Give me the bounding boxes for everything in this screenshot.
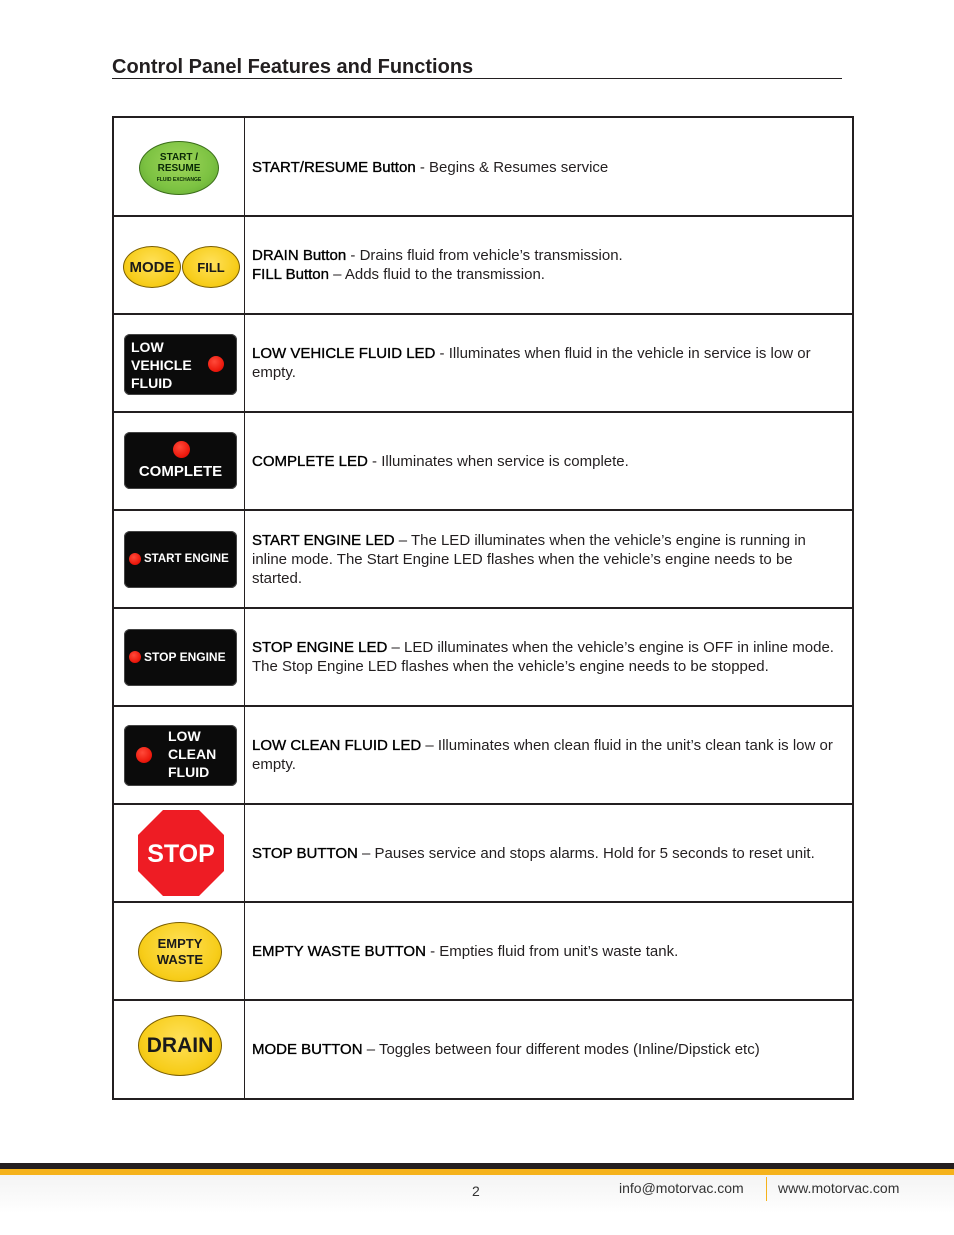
- feature-name: FILL Button: [252, 266, 329, 283]
- row-description: [246, 805, 852, 901]
- feature-text: The LED illuminates when the vehicle’s engine is running in inline mode. The Start Engine LED flashes when the vehicle’s engine needs to be started.: [252, 531, 806, 587]
- feature-text: Empties fluid from unit’s waste tank.: [439, 942, 679, 960]
- separator: –: [394, 531, 411, 549]
- feature-text: Illuminates when clean fluid in the unit’s clean tank is low or empty.: [252, 737, 833, 773]
- page-number: 2: [472, 1183, 480, 1199]
- icon-label: STOP ENGINE: [144, 650, 226, 664]
- led-panel: [124, 334, 237, 395]
- page-title: Control Panel Features and Functions: [112, 56, 842, 79]
- feature-text: Pauses service and stops alarms. Hold for 5 seconds to reset unit.: [374, 844, 815, 862]
- feature-text: Adds fluid to the transmission.: [344, 266, 545, 283]
- feature-text: Toggles between four different modes (Inline/Dipstick etc): [378, 1041, 760, 1058]
- feature-name: DRAIN Button: [252, 247, 347, 264]
- icon-label: START /: [159, 152, 199, 163]
- table-row: [114, 999, 852, 1098]
- icon-label: VEHICLE: [131, 357, 192, 373]
- footer-email-link[interactable]: info@motorvac.com: [619, 1180, 744, 1196]
- separator: –: [329, 266, 345, 283]
- feature-name: START/RESUME Button: [252, 158, 416, 176]
- low-vehicle-fluid-led-icon: [114, 315, 245, 411]
- separator: -: [435, 345, 449, 362]
- feature-name: LOW CLEAN FLUID LED: [252, 737, 422, 754]
- row-description: [246, 217, 852, 313]
- complete-led-icon: [114, 413, 245, 509]
- mode-button-icon: MODE: [123, 246, 181, 288]
- icon-label: CLEAN: [168, 746, 217, 762]
- row-description: [246, 1001, 852, 1098]
- red-led-icon: [129, 651, 141, 663]
- footer-website-link[interactable]: www.motorvac.com: [778, 1180, 900, 1196]
- icon-label: START ENGINE: [144, 553, 229, 565]
- row-description: [246, 707, 852, 803]
- row-description: [246, 903, 852, 999]
- drain-button-icon: [114, 1001, 245, 1098]
- table-row: [114, 411, 852, 509]
- feature-text: Begins & Resumes service: [429, 158, 609, 176]
- red-led-icon: [136, 747, 152, 763]
- led-panel: [124, 531, 237, 588]
- feature-text: LED illuminates when the vehicle’s engine is OFF in inline mode. The Stop Engine LED flashes when the vehicle’s engine needs to be stopped.: [252, 639, 834, 675]
- red-led-icon: [129, 553, 141, 565]
- icon-label: FLUID: [131, 375, 173, 391]
- empty-waste-oval: [138, 922, 222, 982]
- separator: –: [357, 844, 375, 862]
- table-row: [114, 313, 852, 411]
- row-description: [246, 511, 852, 607]
- table-row: [114, 509, 852, 607]
- footer-divider: [766, 1177, 767, 1201]
- red-led-icon: [173, 441, 190, 458]
- stop-sign-label: STOP: [147, 840, 215, 868]
- feature-text: Drains fluid from vehicle’s transmission.: [359, 247, 623, 264]
- drain-oval: DRAIN: [138, 1015, 222, 1076]
- icon-label: EMPTY: [157, 936, 203, 951]
- low-clean-fluid-led-icon: [114, 707, 245, 803]
- icon-label: FLUID: [168, 764, 210, 780]
- separator: –: [387, 639, 405, 656]
- mode-fill-buttons-icon: [114, 217, 245, 313]
- feature-name: COMPLETE LED: [252, 452, 368, 470]
- row-description: [246, 413, 852, 509]
- feature-name: LOW VEHICLE FLUID LED: [252, 345, 436, 362]
- separator: –: [421, 737, 438, 754]
- table-row: [114, 705, 852, 803]
- start-resume-button-icon: [114, 118, 245, 216]
- table-row: [114, 215, 852, 313]
- feature-name: START ENGINE LED: [252, 531, 395, 549]
- stop-button-icon: [114, 805, 245, 901]
- row-description: [246, 315, 852, 411]
- icon-label: COMPLETE: [138, 463, 223, 480]
- feature-name: STOP BUTTON: [252, 844, 358, 862]
- stop-engine-led-icon: [114, 609, 245, 705]
- separator: -: [415, 158, 430, 176]
- led-panel: [124, 725, 237, 786]
- stop-sign-icon: [138, 810, 224, 896]
- feature-text: Illuminates when fluid in the vehicle in service is low or empty.: [252, 345, 811, 381]
- table-row: [114, 901, 852, 999]
- icon-label: LOW: [168, 728, 201, 744]
- icon-label: RESUME: [157, 163, 201, 174]
- empty-waste-button-icon: [114, 903, 245, 999]
- row-description: [246, 118, 852, 216]
- icon-label: WASTE: [156, 952, 204, 967]
- separator: –: [362, 1041, 379, 1058]
- footer: [0, 1163, 954, 1235]
- led-panel: [124, 432, 237, 489]
- separator: -: [346, 247, 360, 264]
- table-row: [114, 118, 852, 216]
- icon-label: LOW: [131, 339, 164, 355]
- feature-text: Illuminates when service is complete.: [381, 452, 629, 470]
- separator: -: [425, 942, 440, 960]
- red-led-icon: [208, 356, 224, 372]
- table-row: [114, 803, 852, 901]
- feature-name: EMPTY WASTE BUTTON: [252, 942, 426, 960]
- feature-name: STOP ENGINE LED: [252, 639, 388, 656]
- start-resume-oval: [139, 141, 219, 195]
- fill-button-icon: FILL: [182, 246, 240, 288]
- icon-label: FLUID EXCHANGE: [156, 177, 202, 183]
- separator: -: [367, 452, 382, 470]
- table-row: [114, 607, 852, 705]
- control-panel-table: [112, 116, 854, 1100]
- feature-name: MODE BUTTON: [252, 1041, 363, 1058]
- led-panel: [124, 629, 237, 686]
- row-description: [246, 609, 852, 705]
- start-engine-led-icon: [114, 511, 245, 607]
